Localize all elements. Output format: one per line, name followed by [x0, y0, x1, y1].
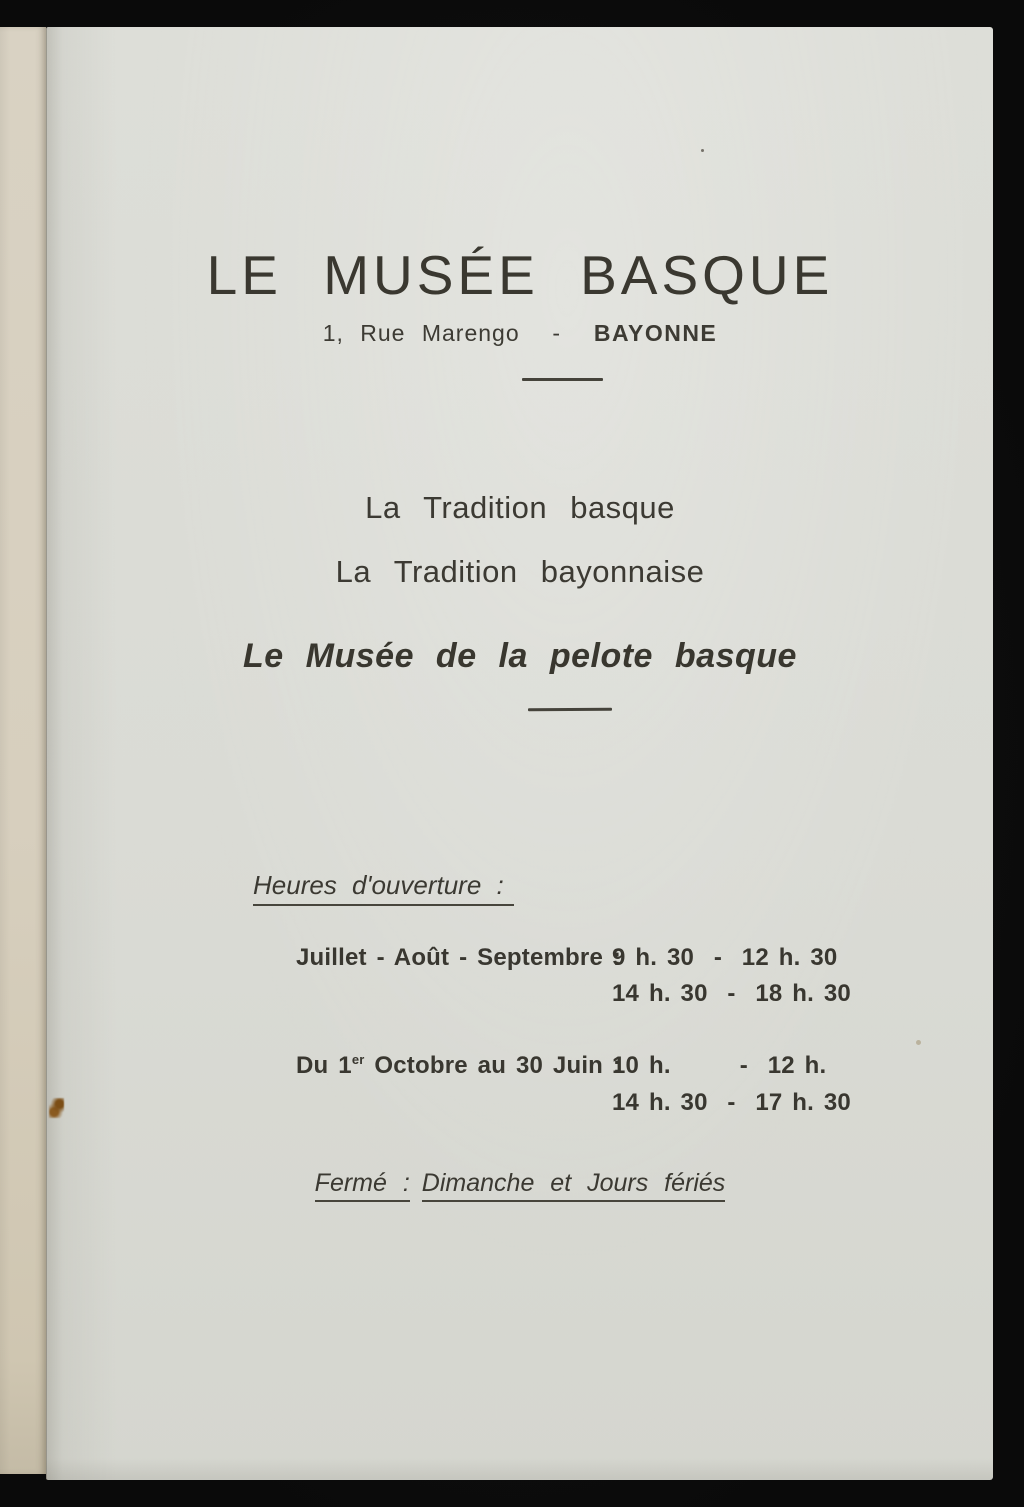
closed-notice — [47, 1168, 993, 1198]
divider-rule-middle — [528, 708, 612, 712]
tradition-line-bayonnaise: La Tradition bayonnaise — [335, 554, 705, 589]
summer-hours-row — [296, 944, 851, 971]
opening-hours-heading: Heures d'ouverture : — [253, 870, 514, 906]
winter-label-suffix: Octobre au 30 Juin : — [364, 1052, 622, 1079]
winter-afternoon-time: 14 h. 30 - 17 h. 30 — [612, 1089, 851, 1116]
document-page — [46, 27, 993, 1480]
paper-speck-faint — [916, 1040, 921, 1045]
museum-title: LE MUSÉE BASQUE — [206, 244, 834, 306]
summer-label: Juillet - Août - Septembre : — [296, 944, 622, 971]
summer-morning-time: 9 h. 30 - 12 h. 30 — [612, 944, 838, 971]
summer-afternoon-spacer — [296, 980, 608, 1007]
divider-rule-top — [522, 378, 603, 381]
winter-afternoon-spacer — [296, 1089, 608, 1116]
previous-page-edge — [0, 27, 46, 1474]
winter-afternoon-row — [296, 1089, 851, 1116]
address-separator-2 — [561, 320, 594, 346]
winter-morning-time: 10 h. - 12 h. — [612, 1052, 827, 1079]
winter-label — [296, 1052, 622, 1079]
tradition-line-basque: La Tradition basque — [365, 490, 675, 525]
street-text: 1, Rue Marengo — [322, 320, 520, 346]
winter-hours-row — [296, 1052, 851, 1079]
address-separator — [520, 320, 553, 346]
pelote-museum-title: Le Musée de la pelote basque — [243, 637, 797, 675]
closed-value: Dimanche et Jours fériés — [422, 1169, 726, 1202]
summer-afternoon-time: 14 h. 30 - 18 h. 30 — [612, 980, 851, 1007]
paper-speck — [701, 149, 704, 152]
winter-label-prefix: Du 1 — [296, 1052, 352, 1079]
separator-dash: - — [552, 320, 562, 346]
opening-hours-table — [296, 944, 851, 1116]
rust-stain — [49, 1098, 64, 1118]
closed-label: Fermé : — [315, 1169, 410, 1202]
address-line — [47, 318, 993, 348]
summer-afternoon-row — [296, 980, 851, 1007]
city-text: BAYONNE — [593, 320, 718, 346]
winter-label-superscript: er — [351, 1052, 365, 1067]
